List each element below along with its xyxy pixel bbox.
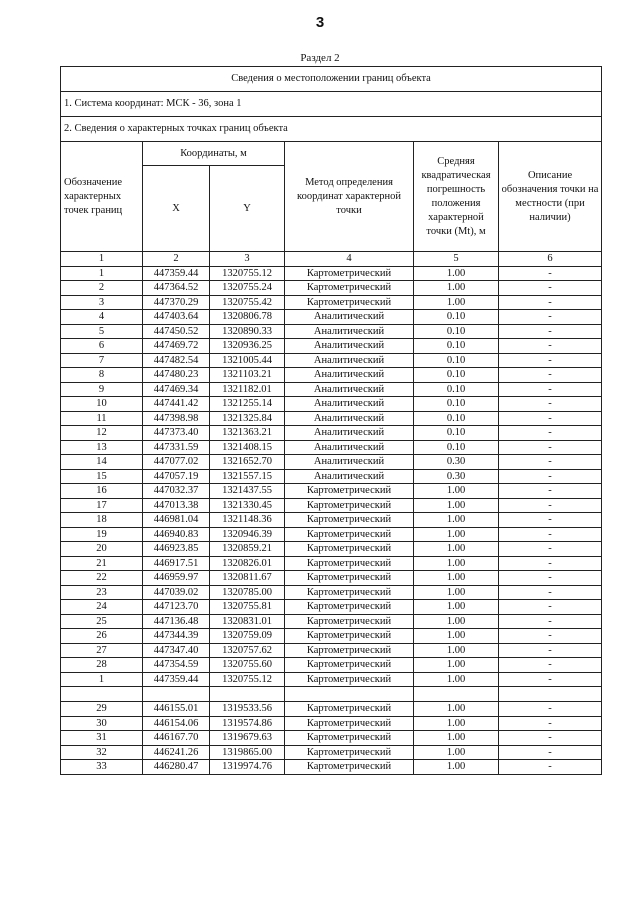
table-row	[61, 629, 602, 644]
point-number: 2	[61, 281, 143, 296]
method: Картометрический	[285, 614, 414, 629]
coord-x: 447480.23	[143, 368, 210, 383]
error-value: 1.00	[414, 281, 499, 296]
blank-separator-row	[61, 687, 602, 702]
coord-x: 447013.38	[143, 498, 210, 513]
point-number: 27	[61, 643, 143, 658]
header-designation: Обозначение характерных точек границ	[61, 142, 143, 252]
header-description: Описание обозначения точки на местности (при наличии)	[499, 142, 602, 252]
table-row	[61, 498, 602, 513]
table-row	[61, 556, 602, 571]
description: -	[499, 382, 602, 397]
point-number: 31	[61, 731, 143, 746]
description: -	[499, 397, 602, 412]
method: Аналитический	[285, 440, 414, 455]
description: -	[499, 353, 602, 368]
coord-y: 1321005.44	[210, 353, 285, 368]
error-value: 0.10	[414, 411, 499, 426]
coord-x: 446923.85	[143, 542, 210, 557]
error-value: 1.00	[414, 702, 499, 717]
error-value: 0.10	[414, 426, 499, 441]
table-row	[61, 513, 602, 528]
description: -	[499, 672, 602, 687]
description: -	[499, 760, 602, 775]
method: Картометрический	[285, 745, 414, 760]
table-row	[61, 484, 602, 499]
point-number: 11	[61, 411, 143, 426]
boundary-points-table	[60, 66, 602, 775]
description: -	[499, 614, 602, 629]
error-value: 0.10	[414, 397, 499, 412]
error-value: 1.00	[414, 614, 499, 629]
table-title: Сведения о местоположении границ объекта	[61, 67, 602, 92]
table-row	[61, 310, 602, 325]
method: Аналитический	[285, 382, 414, 397]
table-row	[61, 745, 602, 760]
coord-y: 1319865.00	[210, 745, 285, 760]
table-row	[61, 614, 602, 629]
coord-x: 447347.40	[143, 643, 210, 658]
column-number: 1	[61, 252, 143, 267]
method: Картометрический	[285, 295, 414, 310]
point-number: 25	[61, 614, 143, 629]
coord-x: 447469.34	[143, 382, 210, 397]
coord-y: 1320759.09	[210, 629, 285, 644]
table-row	[61, 353, 602, 368]
coord-y: 1321408.15	[210, 440, 285, 455]
method: Картометрический	[285, 658, 414, 673]
coord-x: 447403.64	[143, 310, 210, 325]
point-number: 22	[61, 571, 143, 586]
coord-y: 1321255.14	[210, 397, 285, 412]
method: Аналитический	[285, 368, 414, 383]
description: -	[499, 455, 602, 470]
coord-y: 1321325.84	[210, 411, 285, 426]
coord-x: 447469.72	[143, 339, 210, 354]
empty-cell	[285, 687, 414, 702]
error-value: 0.10	[414, 368, 499, 383]
column-numbers-row	[61, 252, 602, 267]
coord-y: 1320890.33	[210, 324, 285, 339]
coord-x: 447136.48	[143, 614, 210, 629]
coord-y: 1321437.55	[210, 484, 285, 499]
method: Аналитический	[285, 469, 414, 484]
point-number: 21	[61, 556, 143, 571]
column-number: 5	[414, 252, 499, 267]
table-row	[61, 281, 602, 296]
column-number: 3	[210, 252, 285, 267]
point-number: 23	[61, 585, 143, 600]
coord-y: 1321182.01	[210, 382, 285, 397]
coord-x: 447364.52	[143, 281, 210, 296]
method: Аналитический	[285, 455, 414, 470]
coord-y: 1321330.45	[210, 498, 285, 513]
coord-y: 1321652.70	[210, 455, 285, 470]
coord-x: 447331.59	[143, 440, 210, 455]
empty-cell	[61, 687, 143, 702]
description: -	[499, 310, 602, 325]
description: -	[499, 658, 602, 673]
description: -	[499, 716, 602, 731]
coord-y: 1320936.25	[210, 339, 285, 354]
coord-y: 1320755.42	[210, 295, 285, 310]
coord-x: 446167.70	[143, 731, 210, 746]
description: -	[499, 643, 602, 658]
point-number: 6	[61, 339, 143, 354]
point-number: 1	[61, 266, 143, 281]
coord-x: 447359.44	[143, 266, 210, 281]
error-value: 1.00	[414, 600, 499, 615]
description: -	[499, 281, 602, 296]
method: Картометрический	[285, 731, 414, 746]
page-number: 3	[315, 14, 325, 31]
coord-x: 446280.47	[143, 760, 210, 775]
description: -	[499, 469, 602, 484]
table-row	[61, 643, 602, 658]
column-number: 4	[285, 252, 414, 267]
table-row	[61, 571, 602, 586]
coord-x: 447344.39	[143, 629, 210, 644]
error-value: 1.00	[414, 527, 499, 542]
description: -	[499, 629, 602, 644]
coord-x: 446959.97	[143, 571, 210, 586]
coord-system: 1. Система координат: МСК - 36, зона 1	[61, 92, 602, 117]
coord-x: 447370.29	[143, 295, 210, 310]
coord-x: 447482.54	[143, 353, 210, 368]
table-row	[61, 411, 602, 426]
header-coords: Координаты, м	[143, 142, 285, 166]
coord-y: 1320831.01	[210, 614, 285, 629]
error-value: 0.10	[414, 353, 499, 368]
coord-x: 447077.02	[143, 455, 210, 470]
error-value: 1.00	[414, 658, 499, 673]
method: Картометрический	[285, 556, 414, 571]
table-row	[61, 585, 602, 600]
method: Аналитический	[285, 426, 414, 441]
point-number: 4	[61, 310, 143, 325]
table-row	[61, 455, 602, 470]
point-number: 10	[61, 397, 143, 412]
method: Аналитический	[285, 397, 414, 412]
error-value: 0.10	[414, 382, 499, 397]
coord-y: 1320757.62	[210, 643, 285, 658]
point-number: 29	[61, 702, 143, 717]
section-label: Раздел 2	[300, 52, 340, 64]
empty-cell	[210, 687, 285, 702]
coord-x: 447441.42	[143, 397, 210, 412]
point-number: 28	[61, 658, 143, 673]
coord-x: 446940.83	[143, 527, 210, 542]
point-number: 3	[61, 295, 143, 310]
point-number: 18	[61, 513, 143, 528]
coord-x: 446241.26	[143, 745, 210, 760]
table-row	[61, 731, 602, 746]
empty-cell	[143, 687, 210, 702]
description: -	[499, 571, 602, 586]
table-row	[61, 295, 602, 310]
empty-cell	[414, 687, 499, 702]
coord-y: 1320755.81	[210, 600, 285, 615]
coord-x: 447039.02	[143, 585, 210, 600]
description: -	[499, 513, 602, 528]
point-number: 8	[61, 368, 143, 383]
table-row	[61, 469, 602, 484]
error-value: 0.10	[414, 339, 499, 354]
coord-x: 447057.19	[143, 469, 210, 484]
error-value: 1.00	[414, 585, 499, 600]
table-row	[61, 426, 602, 441]
coord-x: 446155.01	[143, 702, 210, 717]
description: -	[499, 600, 602, 615]
column-number: 2	[143, 252, 210, 267]
description: -	[499, 498, 602, 513]
coord-y: 1319974.76	[210, 760, 285, 775]
coord-y: 1320755.12	[210, 266, 285, 281]
error-value: 1.00	[414, 571, 499, 586]
table-row	[61, 760, 602, 775]
method: Картометрический	[285, 542, 414, 557]
coord-y: 1319533.56	[210, 702, 285, 717]
coord-y: 1321557.15	[210, 469, 285, 484]
table-row	[61, 542, 602, 557]
point-number: 26	[61, 629, 143, 644]
point-number: 19	[61, 527, 143, 542]
description: -	[499, 426, 602, 441]
error-value: 1.00	[414, 498, 499, 513]
error-value: 1.00	[414, 266, 499, 281]
method: Картометрический	[285, 585, 414, 600]
error-value: 0.30	[414, 469, 499, 484]
coord-y: 1320806.78	[210, 310, 285, 325]
empty-cell	[499, 687, 602, 702]
description: -	[499, 745, 602, 760]
description: -	[499, 702, 602, 717]
description: -	[499, 266, 602, 281]
error-value: 1.00	[414, 556, 499, 571]
error-value: 1.00	[414, 745, 499, 760]
method: Картометрический	[285, 527, 414, 542]
description: -	[499, 527, 602, 542]
description: -	[499, 542, 602, 557]
table-row	[61, 672, 602, 687]
point-number: 33	[61, 760, 143, 775]
description: -	[499, 339, 602, 354]
coord-x: 446917.51	[143, 556, 210, 571]
method: Аналитический	[285, 324, 414, 339]
table-row	[61, 324, 602, 339]
coord-y: 1321363.21	[210, 426, 285, 441]
point-number: 20	[61, 542, 143, 557]
table-row	[61, 527, 602, 542]
point-number: 1	[61, 672, 143, 687]
method: Картометрический	[285, 702, 414, 717]
header-error: Средняя квадратическая погрешность положения характерной точки (Mt), м	[414, 142, 499, 252]
table-row	[61, 658, 602, 673]
coord-y: 1320811.67	[210, 571, 285, 586]
points-heading: 2. Сведения о характерных точках границ объекта	[61, 117, 602, 142]
method: Картометрический	[285, 629, 414, 644]
coord-x: 447123.70	[143, 600, 210, 615]
table-row	[61, 716, 602, 731]
method: Картометрический	[285, 281, 414, 296]
error-value: 1.00	[414, 542, 499, 557]
point-number: 32	[61, 745, 143, 760]
method: Аналитический	[285, 353, 414, 368]
method: Картометрический	[285, 600, 414, 615]
coord-y: 1321148.36	[210, 513, 285, 528]
coord-y: 1320826.01	[210, 556, 285, 571]
coord-y: 1320785.00	[210, 585, 285, 600]
method: Картометрический	[285, 760, 414, 775]
method: Картометрический	[285, 571, 414, 586]
point-number: 17	[61, 498, 143, 513]
method: Картометрический	[285, 484, 414, 499]
error-value: 1.00	[414, 643, 499, 658]
table-row	[61, 702, 602, 717]
description: -	[499, 295, 602, 310]
method: Картометрический	[285, 513, 414, 528]
description: -	[499, 324, 602, 339]
coord-x: 447032.37	[143, 484, 210, 499]
error-value: 1.00	[414, 513, 499, 528]
coord-y: 1320755.12	[210, 672, 285, 687]
method: Картометрический	[285, 643, 414, 658]
point-number: 9	[61, 382, 143, 397]
point-number: 14	[61, 455, 143, 470]
description: -	[499, 731, 602, 746]
table-row	[61, 600, 602, 615]
table-row	[61, 440, 602, 455]
point-number: 7	[61, 353, 143, 368]
table-row	[61, 266, 602, 281]
coord-y: 1320755.24	[210, 281, 285, 296]
header-y: Y	[210, 166, 285, 252]
coord-x: 446154.06	[143, 716, 210, 731]
coord-x: 447398.98	[143, 411, 210, 426]
coord-x: 447373.40	[143, 426, 210, 441]
error-value: 0.10	[414, 440, 499, 455]
method: Картометрический	[285, 498, 414, 513]
method: Аналитический	[285, 411, 414, 426]
description: -	[499, 556, 602, 571]
error-value: 1.00	[414, 760, 499, 775]
table-row	[61, 368, 602, 383]
coord-y: 1321103.21	[210, 368, 285, 383]
coord-y: 1319679.63	[210, 731, 285, 746]
coord-y: 1320755.60	[210, 658, 285, 673]
error-value: 0.30	[414, 455, 499, 470]
error-value: 0.10	[414, 324, 499, 339]
table-row	[61, 382, 602, 397]
error-value: 0.10	[414, 310, 499, 325]
table-row	[61, 397, 602, 412]
coord-x: 447354.59	[143, 658, 210, 673]
error-value: 1.00	[414, 295, 499, 310]
coord-y: 1320859.21	[210, 542, 285, 557]
table-row	[61, 339, 602, 354]
coord-y: 1320946.39	[210, 527, 285, 542]
coord-x: 447450.52	[143, 324, 210, 339]
point-number: 5	[61, 324, 143, 339]
description: -	[499, 585, 602, 600]
header-x: X	[143, 166, 210, 252]
coord-x: 446981.04	[143, 513, 210, 528]
point-number: 13	[61, 440, 143, 455]
coord-y: 1319574.86	[210, 716, 285, 731]
header-method: Метод определения координат характерной точки	[285, 142, 414, 252]
column-number: 6	[499, 252, 602, 267]
error-value: 1.00	[414, 629, 499, 644]
error-value: 1.00	[414, 484, 499, 499]
error-value: 1.00	[414, 716, 499, 731]
error-value: 1.00	[414, 731, 499, 746]
method: Картометрический	[285, 266, 414, 281]
point-number: 12	[61, 426, 143, 441]
coord-x: 447359.44	[143, 672, 210, 687]
point-number: 30	[61, 716, 143, 731]
description: -	[499, 411, 602, 426]
point-number: 16	[61, 484, 143, 499]
error-value: 1.00	[414, 672, 499, 687]
description: -	[499, 368, 602, 383]
method: Картометрический	[285, 672, 414, 687]
method: Картометрический	[285, 716, 414, 731]
method: Аналитический	[285, 310, 414, 325]
point-number: 15	[61, 469, 143, 484]
point-number: 24	[61, 600, 143, 615]
description: -	[499, 484, 602, 499]
method: Аналитический	[285, 339, 414, 354]
description: -	[499, 440, 602, 455]
